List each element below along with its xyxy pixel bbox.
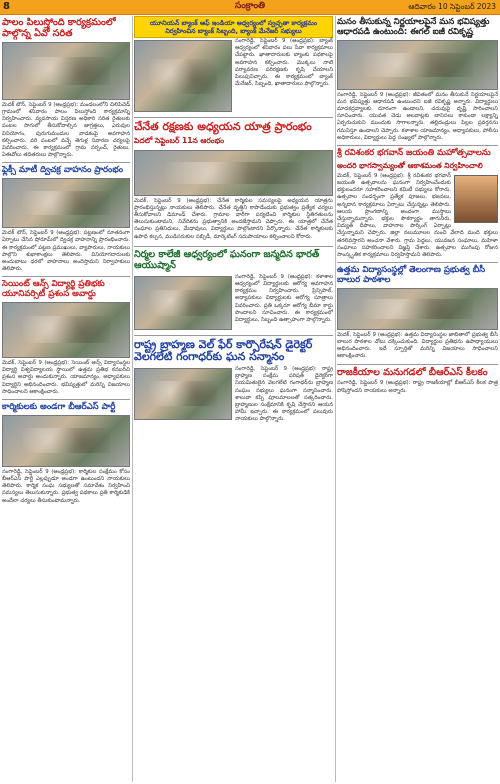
article-ig: [337, 18, 498, 142]
news-photo: [134, 276, 232, 330]
headline: నిర్మల కాలేజీ ఆధ్వర్యంలో ఘనంగా జన్మదిన భారత్ ఆయుష్మాన్: [134, 248, 320, 271]
headline: ఉత్తమ విద్యాసంస్థల్లో తెలంగాణ ప్రభుత్వ బీసీ బాలుర పాఠశాల: [337, 265, 486, 285]
article-body: మెదక్ టౌన్, సెప్టెంబర్ 9 (ఆంధ్రప్రభ): మండలంలోని చిలిపిచెడ్ గ్రామంలో శనివారం పాలం పిలుస్తోంది కార్యక్రమాన్ని నిర్వహించారు. వ్యవసాయ విస్తరణ అధికారి సరిత రైతులకు పంటల సాగులో తీసుకోవాల్సిన జాగ్రత్తలు, ఎరువుల వినియోగం, పురుగుమందుల వాడకంపై అవగాహన కల్పించారు. వరి పంటలో వచ్చే తెగుళ్ల నివారణ చర్యలపై వివరించారు. ఈ కార్యక్రమంలో గ్రామ సర్పంచ్, రైతులు, ఏఈవోలు తదితరులు పాల్గొన్నారు.: [2, 101, 130, 159]
headline: రాజకీయాల మనుగడలో బీఆర్ఎస్ కీలకం: [337, 366, 488, 378]
article-body: మెదక్, సెప్టెంబర్ 9 (ఆంధ్రప్రభ): ఉత్తమ విద్యాసంస్థల జాబితాలో ప్రభుత్వ బీసీ బాలుర పాఠశాల చోటు దక్కించుకుంది. విద్యార్థుల ప్రతిభను ఉపాధ్యాయులు అభినందించారు. ఇదే స్ఫూర్తితో మరిన్ని విజయాలు సాధించాలని ఆకాంక్షించారు.: [337, 331, 498, 360]
article-body: సంగారెడ్డి, సెప్టెంబర్ 9 (ఆంధ్రప్రభ): బ్యాంక్ ఆధ్వర్యంలో శనివారం పలు సేవా కార్యక్రమాలు చేపట్టారు. ఖాతాదారులకు బ్యాంకు పథకాలపై అవగాహన కల్పించారు. మొక్కలు నాటి పర్యావరణ పరిరక్షణకు కృషి చేయాలని పిలుపునిచ్చారు. ఈ కార్యక్రమంలో బ్యాంక్ మేనేజర్, సిబ్బంది, ఖాతాదారులు పాల్గొన్నారు.: [235, 38, 333, 88]
page-number: 8: [3, 1, 10, 12]
column-divider: [335, 16, 336, 782]
article-body: మెదక్, సెప్టెంబర్ 9 (ఆంధ్రప్రభ): శ్రీ రవిశంకర భగవాన్ జయంతి ఉత్సవాలను ఘనంగా నిర్వహించేందుకు భక్తులందరూ సహకరించాలని కమిటీ సభ్యులు కోరారు. ఉత్సవాల సందర్భంగా ప్రత్యేక పూజలు, భజనలు, అన్నదాన కార్యక్రమాలు ఏర్పాటు చేస్తున్నట్లు తెలిపారు. ఆలయ ప్రాంగణాన్ని అందంగా ముస్తాబు చేస్తున్నామన్నారు. భక్తుల సౌకర్యార్థం తాగునీరు, విద్యుత్ దీపాలు, వాహనాల పార్కింగ్ ఏర్పాట్లు చేస్తున్నామని చెప్పారు. జిల్లా నలుమూలల నుంచి వేలాది మంది భక్తులు తరలివస్తారని అంచనా వేశారు. గ్రామ పెద్దలు, యువజన సంఘాలు, మహిళా సంఘాలు సహకరించాలని విజ్ఞప్తి చేశారు. ఉత్సవాల ముగింపు రోజున సాంస్కృతిక కార్యక్రమాలు నిర్వహిస్తామని తెలిపారు.: [337, 172, 498, 258]
headline: శ్రీ రవిశంకర భగవాన్ జయంతి మహోత్సవాలను: [337, 147, 491, 158]
article-body: మెదక్ టౌన్, సెప్టెంబర్ 9 (ఆంధ్రప్రభ): పట్టణంలో నూతనంగా ఏర్పాటు చేసిన షోరూమ్‌లో ద్విచక్ర వాహనాన్ని ప్రారంభించారు. ఈ కార్యక్రమంలో పట్టణ ప్రముఖులు, వ్యాపారులు, నాయకులు పాల్గొని శుభాకాంక్షలు తెలిపారు. వినియోగదారులకు అందుబాటు ధరలో వాహనాలు అందిస్తామని నిర్వాహకులు తెలిపారు.: [2, 230, 130, 273]
news-photo: [2, 415, 130, 467]
article-palam: [2, 18, 130, 159]
divider: [2, 162, 130, 163]
headline: ఫ్లెక్సీ మాటీ ద్విచక్ర వాహనం ప్రారంభం: [2, 165, 124, 176]
headline: మనం తీసుకున్న నిర్ణయాలపైనే మన భవిష్యత్తు ఆధారపడి ఉంటుంది: ఈగల్ ఐజీ రవికృష్ణ: [337, 17, 490, 37]
article-body: సంగారెడ్డి, సెప్టెంబర్ 9 (ఆంధ్రప్రభ): జీవితంలో మనం తీసుకునే నిర్ణయాలపైనే మన భవిష్యత్తు ఆధారపడి ఉంటుందని ఐజీ రవికృష్ణ అన్నారు. విద్యార్థులు మాదకద్రవ్యాలకు దూరంగా ఉండాలని, చదువుపై దృష్టి సారించాలని సూచించారు. యువత చెడు అలవాట్లకు బానిసలు కాకుండా లక్ష్యాన్ని ఏర్పరుచుకుని ముందుకు సాగాలన్నారు. తల్లిదండ్రులు పిల్లల ప్రవర్తనను గమనిస్తూ ఉండాలని చెప్పారు. కళాశాల యాజమాన్యం, అధ్యాపకులు, పోలీసు అధికారులు, విద్యార్థులు పెద్ద సంఖ్యలో పాల్గొన్నారు.: [337, 91, 498, 141]
column-left: [2, 16, 130, 782]
article-school: [337, 266, 498, 360]
article-award: [2, 280, 130, 396]
news-photo: [2, 42, 130, 100]
column-divider: [132, 16, 133, 782]
divider: [134, 335, 333, 336]
news-photo: [2, 178, 130, 228]
article-body: సంగారెడ్డి, సెప్టెంబర్ 9 (ఆంధ్రప్రభ): కళాశాల ఆధ్వర్యంలో విద్యార్థులకు ఆరోగ్య అవగాహన కార్యక్రమం నిర్వహించారు. ప్రిన్సిపాల్, అధ్యాపకులు విద్యార్థులకు ఆరోగ్య సూత్రాలు వివరించారు. ప్రతి ఒక్కరూ ఆరోగ్య బీమా కార్డు పొందాలని సూచించారు. ఈ కార్యక్రమంలో విద్యార్థులు, సిబ్బంది ఉత్సాహంగా పాల్గొన్నారు.: [235, 273, 333, 323]
article-body: సంగారెడ్డి, సెప్టెంబర్ 9 (ఆంధ్రప్రభ): రాష్ట్ర బ్రాహ్మణ సంక్షేమ పరిషత్ డైరెక్టర్‌గా నియమితులైన వెలగలేటి గంగాధర్‌ను బ్రాహ్మణ సంఘం సభ్యులు ఘనంగా సన్మానించారు. శాలువా కప్పి పూలమాలలతో సత్కరించారు. బ్రాహ్మణుల సంక్షేమానికి కృషి చేస్తానని ఆయన హామీ ఇచ్చారు. ఈ కార్యక్రమంలో పలువురు నాయకులు పాల్గొన్నారు.: [235, 365, 333, 423]
divider: [337, 364, 498, 365]
masthead: సంక్రాంతి: [234, 1, 266, 11]
divider: [2, 399, 130, 400]
portrait-photo: [454, 175, 498, 223]
headline: సెయింట్ ఆన్స్ విద్యార్థి ప్రతిభకు యూనివర్సిటీ ప్రశంస అవార్డు: [2, 279, 105, 300]
news-photo: [2, 302, 130, 358]
divider: [337, 262, 498, 263]
article-body: మెదక్, సెప్టెంబర్ 9 (ఆంధ్రప్రభ): సెయింట్ ఆన్స్ విద్యాసంస్థల విద్యార్థి విశ్వవిద్యాలయ స్థాయిలో ఉత్తమ ప్రతిభ కనబరిచి ప్రశంస అవార్డు అందుకున్నారు. యాజమాన్యం, అధ్యాపకులు విద్యార్థిని అభినందించారు. భవిష్యత్తులో మరిన్ని విజయాలు సాధించాలని ఆకాంక్షించారు.: [2, 359, 130, 395]
article-body: సంగారెడ్డి, సెప్టెంబర్ 9 (ఆంధ్రప్రభ): రాష్ట్ర రాజకీయాల్లో బీఆర్ఎస్ కీలక పాత్ర పోషిస్తోందని నాయకులు అన్నారు.: [337, 380, 498, 394]
column-middle: [134, 16, 333, 782]
article-body: సంగారెడ్డి, సెప్టెంబర్ 9 (ఆంధ్రప్రభ): కార్మికుల సంక్షేమం కోసం బీఆర్ఎస్ పార్టీ ఎల్లప్పుడూ అండగా ఉంటుందని నాయకులు తెలిపారు. కార్మిక సంఘ సభ్యులతో సమావేశం నిర్వహించి సమస్యలు తెలుసుకున్నారు. ప్రభుత్వ పథకాలు ప్రతి కార్మికుడికి అందేలా చర్యలు తీసుకుంటామన్నారు.: [2, 468, 130, 504]
issue-date: ఆదివారం 10 సెప్టెంబర్ 2023: [408, 2, 496, 11]
article-brs: [337, 368, 498, 395]
headline: రాష్ట్ర బ్రాహ్మణ వెల్ ఫేర్ కార్పొరేషన్ డైరెక్టర్ వెలగలేటి గంగాధర్‌కు ఘన సన్మానం: [134, 337, 313, 364]
news-photo: [337, 40, 498, 90]
page-header: [0, 0, 500, 15]
column-right: [337, 16, 498, 782]
article-jayanthi: [337, 149, 498, 259]
divider: [134, 246, 333, 247]
headline: పాలం పిలుస్తోంది కార్యక్రమంలో పాల్గొన్న ఏవో సరిత: [2, 17, 116, 39]
article-body: మెదక్, సెప్టెంబర్ 9 (ఆంధ్రప్రభ): చేనేత కార్మికుల సమస్యలపై అధ్యయన యాత్రను ప్రారంభిస్తున్నట్లు నాయకులు తెలిపారు. చేనేత వృత్తిని కాపాడేందుకు ప్రభుత్వం ప్రత్యేక చర్యలు తీసుకోవాలని డిమాండ్ చేశారు. గ్రామాల వారీగా పర్యటించి కార్మికుల స్థితిగతులను తెలుసుకుంటామని, నివేదికను ప్రభుత్వానికి అందజేస్తామని చెప్పారు. ఈ యాత్రలో చేనేత సంఘాల ప్రతినిధులు, మేధావులు, విద్యార్థులు పాల్గొంటారని పేర్కొన్నారు. చేనేత కార్మికులకు ఉపాధి కల్పన, ముడిసరుకుల సబ్సిడీ, మార్కెటింగ్ సదుపాయాలు కల్పించాలని కోరారు.: [134, 197, 333, 240]
headline: కార్మికులకు అండగా బీఆర్ఎస్ పార్టీ: [2, 402, 116, 412]
news-photo: [134, 368, 232, 420]
article-workers: [2, 403, 130, 505]
subheadline: అందరి భాగస్వామ్యంతో ఆకాశమంత నిర్వహించాలి: [337, 160, 483, 170]
headline: చేనేత రక్షణకు అధ్యయన యాత్ర ప్రారంభం: [134, 120, 312, 133]
divider: [134, 117, 333, 118]
headline-banner: యూనియన్ బ్యాంక్ ఆఫ్ ఇండియా ఆధ్వర్యంలో స్వచ్ఛతా కార్యక్రమం నిర్వహించిన బ్యాంక్ సిబ్బంది, బ్యాంక్ మేనేజర్ సభ్యులు: [134, 16, 333, 38]
article-college: [134, 250, 333, 332]
news-photo: [134, 150, 333, 196]
subheadline: పెదలో సెప్టెంబర్ 11న ఆరంభం: [134, 135, 225, 145]
article-brahmin-welfare: [134, 339, 333, 426]
divider: [2, 276, 130, 277]
news-photo: [337, 288, 498, 330]
article-bank: [134, 38, 333, 114]
news-photo: [134, 40, 232, 112]
article-vehicle: [2, 166, 130, 273]
article-handloom: [134, 121, 333, 243]
divider: [337, 145, 498, 146]
